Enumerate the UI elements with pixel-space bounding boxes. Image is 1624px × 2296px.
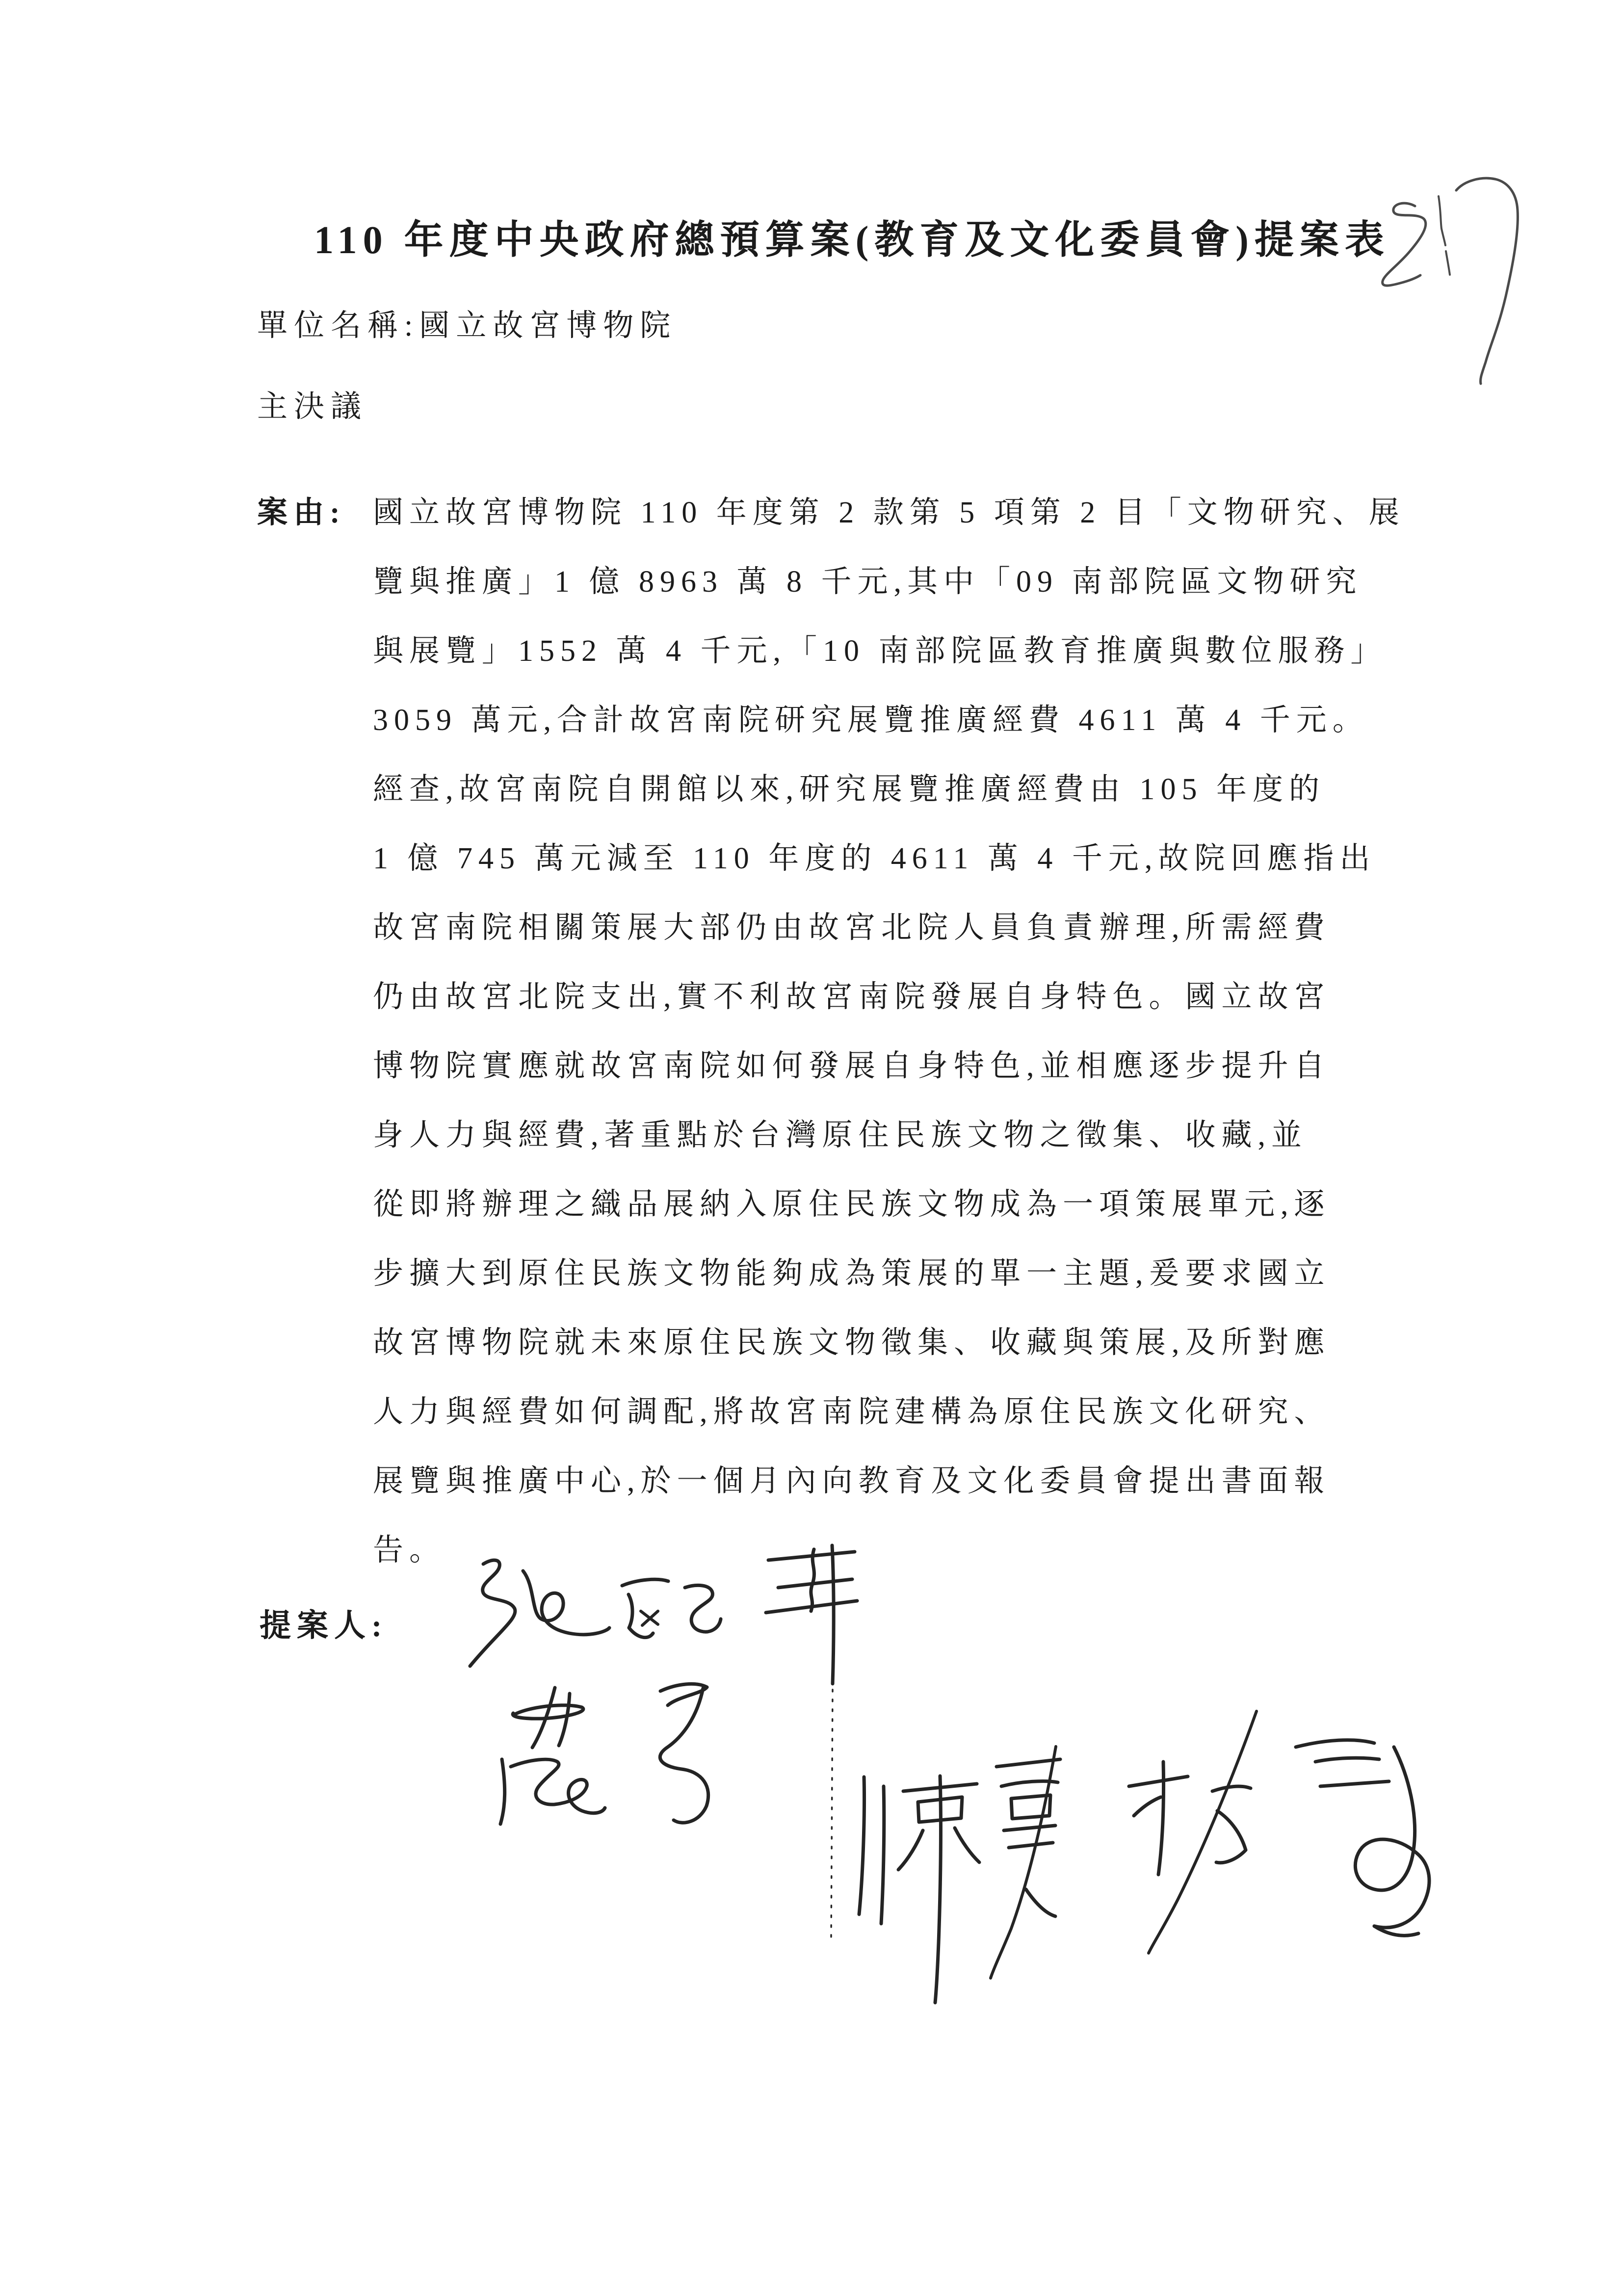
case-line: 1 億 745 萬元減至 110 年度的 4611 萬 4 千元,故院回應指出 xyxy=(373,842,1376,875)
case-line: 步擴大到原住民族文物能夠成為策展的單一主題,爰要求國立 xyxy=(373,1257,1331,1290)
case-line: 故宮博物院就未來原住民族文物徵集、收藏與策展,及所對應 xyxy=(373,1326,1331,1359)
case-line: 仍由故宮北院支出,實不利故宮南院發展自身特色。國立故宮 xyxy=(373,980,1331,1014)
case-line: 3059 萬元,合計故宮南院研究展覽推廣經費 4611 萬 4 千元。 xyxy=(373,704,1369,737)
case-line: 博物院實應就故宮南院如何發展自身特色,並相應逐步提升自 xyxy=(373,1049,1331,1083)
case-line-text: 國立故宮博物院 110 年度第 2 款第 5 項第 2 目「文物研究、展 xyxy=(373,496,1405,529)
case-line: 故宮南院相關策展大部仍由故宮北院人員負責辦理,所需經費 xyxy=(373,911,1331,944)
case-line: 身人力與經費,著重點於台灣原住民族文物之徵集、收藏,並 xyxy=(373,1119,1308,1152)
document-title: 110 年度中央政府總預算案(教育及文化委員會)提案表 xyxy=(314,219,1390,262)
case-line: 與展覽」1552 萬 4 千元,「10 南部院區教育推廣與數位服務」 xyxy=(373,634,1387,668)
case-line: 展覽與推廣中心,於一個月內向教育及文化委員會提出書面報 xyxy=(373,1464,1331,1498)
case-line: 經查,故宮南院自開館以來,研究展覽推廣經費由 105 年度的 xyxy=(373,773,1326,806)
case-line: 覽與推廣」1 億 8963 萬 8 千元,其中「09 南部院區文物研究 xyxy=(373,565,1362,599)
proposer-label: 提案人: xyxy=(260,1608,388,1643)
resolution-type-label: 主決議 xyxy=(257,390,368,423)
unit-name-line: 單位名稱:國立故宮博物院 xyxy=(257,309,677,342)
case-label: 案由: xyxy=(257,496,346,529)
case-line: 告。 xyxy=(373,1534,446,1567)
case-line: 從即將辦理之織品展納入原住民族文物成為一項策展單元,逐 xyxy=(373,1188,1331,1221)
case-line: 人力與經費如何調配,將故宮南院建構為原住民族文化研究、 xyxy=(373,1395,1331,1429)
